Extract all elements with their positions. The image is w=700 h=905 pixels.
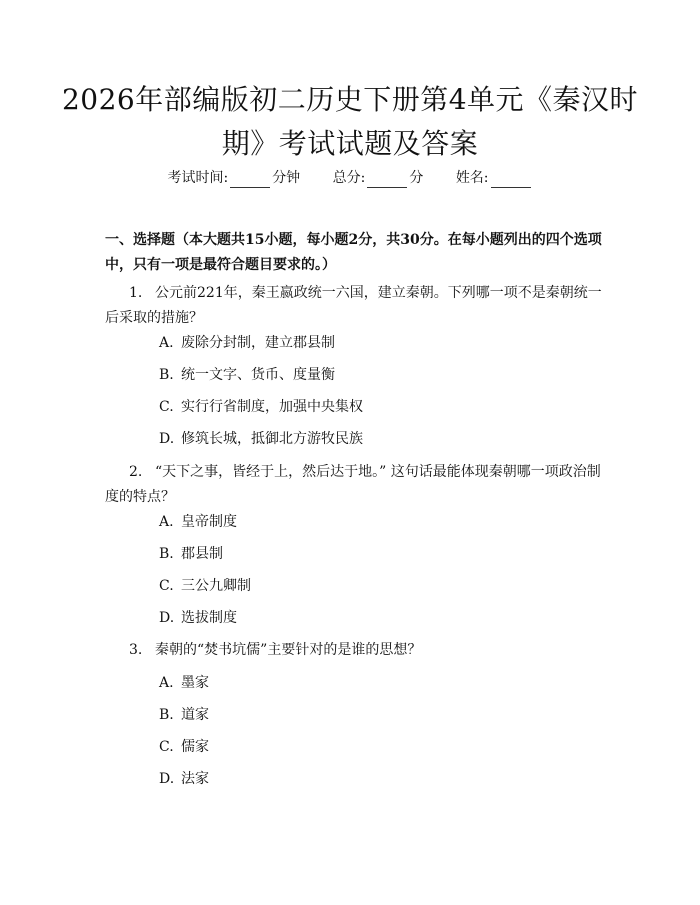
option-text: 三公九卿制 <box>181 578 251 594</box>
option-1b <box>159 365 335 385</box>
option-text: 统一文字、货币、度量衡 <box>181 367 335 383</box>
question-text: 公元前221年，秦王嬴政统一六国，建立秦朝。下列哪一项不是秦朝统一后采取的措施？ <box>105 285 602 326</box>
option-2d <box>159 608 237 628</box>
option-label: C. <box>159 399 174 415</box>
option-3a <box>159 673 209 693</box>
option-1c <box>159 397 363 417</box>
time-label: 考试时间: <box>167 170 229 186</box>
option-3c <box>159 737 209 757</box>
time-unit: 分钟 <box>272 170 301 186</box>
option-text: 法家 <box>181 771 209 787</box>
option-label: A. <box>159 335 174 351</box>
option-label: B. <box>159 707 174 723</box>
question-number: 2. <box>129 464 143 480</box>
option-label: D. <box>159 431 175 447</box>
option-label: D. <box>159 771 175 787</box>
option-2a <box>159 512 237 532</box>
exam-meta <box>0 168 700 188</box>
time-blank <box>230 173 270 188</box>
option-label: B. <box>159 546 174 562</box>
option-label: B. <box>159 367 174 383</box>
option-text: 墨家 <box>181 675 209 691</box>
option-label: A. <box>159 514 174 530</box>
question-number: 1. <box>129 285 143 301</box>
option-text: 儒家 <box>181 739 209 755</box>
option-text: 郡县制 <box>181 546 223 562</box>
option-label: C. <box>159 739 174 755</box>
option-3d <box>159 769 209 789</box>
option-1d <box>159 429 363 449</box>
option-2b <box>159 544 223 564</box>
exam-score <box>333 168 424 188</box>
question-number: 3. <box>129 642 143 658</box>
score-label: 总分: <box>332 170 366 186</box>
section-heading: 一、选择题（本大题共15小题，每小题2分，共30分。在每小题列出的四个选项中，只有一项是最符合题目要求的。） <box>105 232 602 273</box>
question-text: 秦朝的“焚书坑儒”主要针对的是谁的思想？ <box>155 642 422 658</box>
option-text: 选拔制度 <box>181 610 237 626</box>
name-blank <box>491 173 531 188</box>
option-text: 道家 <box>181 707 209 723</box>
name-label: 姓名: <box>455 170 489 186</box>
score-blank <box>367 173 407 188</box>
question-1 <box>105 281 605 331</box>
option-label: C. <box>159 578 174 594</box>
question-text: “天下之事，皆经于上，然后达于地。” 这句话最能体现秦朝哪一项政治制度的特点？ <box>105 464 601 505</box>
question-3 <box>105 638 605 663</box>
exam-title: 2026年部编版初二历史下册第4单元《秦汉时期》考试试题及答案 <box>61 83 639 160</box>
option-text: 修筑长城，抵御北方游牧民族 <box>181 431 363 447</box>
option-2c <box>159 576 251 596</box>
option-text: 皇帝制度 <box>181 514 237 530</box>
exam-name <box>456 168 533 188</box>
question-2 <box>105 460 605 510</box>
option-text: 废除分封制，建立郡县制 <box>181 335 335 351</box>
option-1a <box>159 333 335 353</box>
option-text: 实行行省制度，加强中央集权 <box>181 399 363 415</box>
option-label: A. <box>159 675 174 691</box>
exam-time <box>167 168 300 188</box>
option-3b <box>159 705 209 725</box>
score-unit: 分 <box>409 170 424 186</box>
option-label: D. <box>159 610 175 626</box>
